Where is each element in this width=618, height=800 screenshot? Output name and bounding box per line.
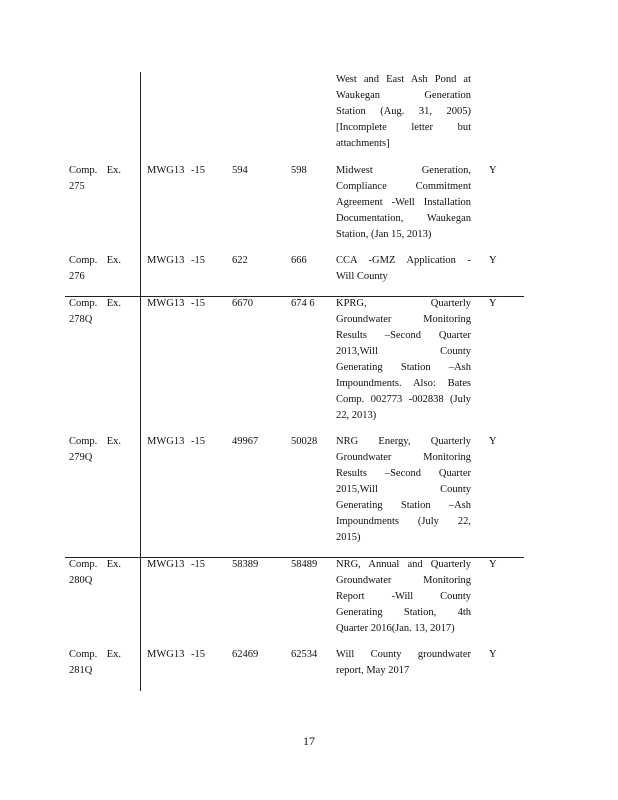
exhibit-prefix: Comp.: [69, 559, 98, 570]
exhibit-prefix: Comp.: [69, 255, 98, 266]
description-line: Generating Station –Ash: [336, 500, 471, 511]
description-cell: [336, 72, 471, 152]
description-cell: [336, 434, 471, 546]
page-end-cell: 674 6: [291, 298, 315, 309]
exhibit-type: Ex.: [106, 649, 121, 660]
description-line: Generating Station –Ash: [336, 362, 471, 373]
description-line: Results –Second Quarter: [336, 468, 471, 479]
exhibit-type: Ex.: [106, 165, 121, 176]
description-line: Midwest Generation,: [336, 165, 471, 176]
exhibit-number: 278Q: [69, 314, 93, 325]
page-end-cell: 62534: [291, 649, 318, 660]
exhibit-cell: [69, 434, 121, 466]
description-line: Results –Second Quarter: [336, 330, 471, 341]
description-cell: [336, 253, 471, 285]
page-start-cell: 594: [232, 165, 248, 176]
description-line: Generating Station, 4th: [336, 607, 471, 618]
page-number: 17: [303, 734, 315, 748]
exhibit-type: Ex.: [106, 298, 121, 309]
page-end-cell: 58489: [291, 559, 318, 570]
flag-cell: Y: [489, 559, 497, 570]
exhibit-number: 280Q: [69, 575, 93, 586]
description-line: 2015): [336, 532, 361, 543]
description-line: Report -Will County: [336, 591, 471, 602]
page-end-cell: 598: [291, 165, 307, 176]
page-start-cell: 58389: [232, 559, 259, 570]
flag-cell: Y: [489, 255, 497, 266]
page-start-cell: 6670: [232, 298, 253, 309]
exhibit-cell: [69, 557, 121, 589]
exhibit-prefix: Comp.: [69, 298, 98, 309]
description-line: Comp. 002773 -002838 (July: [336, 394, 471, 405]
exhibit-label: [69, 434, 121, 450]
flag-cell: Y: [489, 649, 497, 660]
description-line: Impoundments. Also: Bates: [336, 378, 471, 389]
description-line: NRG Energy, Quarterly: [336, 436, 471, 447]
description-cell: [336, 296, 471, 424]
exhibit-cell: [69, 253, 121, 285]
flag-cell: Y: [489, 298, 497, 309]
exhibit-label: [69, 253, 121, 269]
exhibit-type: Ex.: [106, 559, 121, 570]
description-line: Quarter 2016(Jan. 13, 2017): [336, 623, 455, 634]
page-start-cell: 622: [232, 255, 248, 266]
exhibit-prefix: Comp.: [69, 165, 98, 176]
exhibit-type: Ex.: [106, 436, 121, 447]
description-cell: [336, 557, 471, 637]
exhibit-cell: [69, 163, 121, 195]
description-line: Agreement -Well Installation: [336, 197, 471, 208]
description-line: Groundwater Monitoring: [336, 452, 471, 463]
description-line: Groundwater Monitoring: [336, 575, 471, 586]
description-line: [Incomplete letter but: [336, 122, 471, 133]
description-line: Groundwater Monitoring: [336, 314, 471, 325]
description-line: report, May 2017: [336, 665, 410, 676]
description-line: Impoundments (July 22,: [336, 516, 471, 527]
description-line: Will County: [336, 271, 388, 282]
page-end-cell: 50028: [291, 436, 318, 447]
column-divider: [140, 72, 141, 691]
exhibit-label: [69, 296, 121, 312]
page-end-cell: 666: [291, 255, 307, 266]
exhibit-type: Ex.: [106, 255, 121, 266]
exhibit-number: 275: [69, 181, 85, 192]
source-cell: MWG13 -15: [147, 255, 205, 266]
source-cell: MWG13 -15: [147, 165, 205, 176]
flag-cell: Y: [489, 165, 497, 176]
description-line: 2013,Will County: [336, 346, 471, 357]
source-cell: MWG13 -15: [147, 649, 205, 660]
source-cell: MWG13 -15: [147, 559, 205, 570]
exhibit-prefix: Comp.: [69, 649, 98, 660]
source-cell: MWG13 -15: [147, 298, 205, 309]
description-line: Will County groundwater: [336, 649, 471, 660]
description-line: 2015,Will County: [336, 484, 471, 495]
exhibit-cell: [69, 296, 121, 328]
description-line: CCA -GMZ Application -: [336, 255, 471, 266]
description-line: Waukegan Generation: [336, 90, 471, 101]
description-line: NRG, Annual and Quarterly: [336, 559, 471, 570]
exhibit-cell: [69, 647, 121, 679]
source-cell: MWG13 -15: [147, 436, 205, 447]
description-line: KPRG, Quarterly: [336, 298, 471, 309]
page-start-cell: 49967: [232, 436, 259, 447]
exhibit-number: 279Q: [69, 452, 93, 463]
exhibit-number: 281Q: [69, 665, 93, 676]
description-line: Compliance Commitment: [336, 181, 471, 192]
description-line: attachments]: [336, 138, 390, 149]
description-line: Station (Aug. 31, 2005): [336, 106, 471, 117]
description-cell: [336, 163, 471, 243]
exhibit-label: [69, 647, 121, 663]
exhibit-label: [69, 557, 121, 573]
description-line: 22, 2013): [336, 410, 377, 421]
description-line: Station, (Jan 15, 2013): [336, 229, 432, 240]
description-cell: [336, 647, 471, 679]
exhibit-prefix: Comp.: [69, 436, 98, 447]
description-line: Documentation, Waukegan: [336, 213, 471, 224]
exhibit-label: [69, 163, 121, 179]
exhibit-number: 276: [69, 271, 85, 282]
flag-cell: Y: [489, 436, 497, 447]
page-start-cell: 62469: [232, 649, 259, 660]
description-line: West and East Ash Pond at: [336, 74, 471, 85]
